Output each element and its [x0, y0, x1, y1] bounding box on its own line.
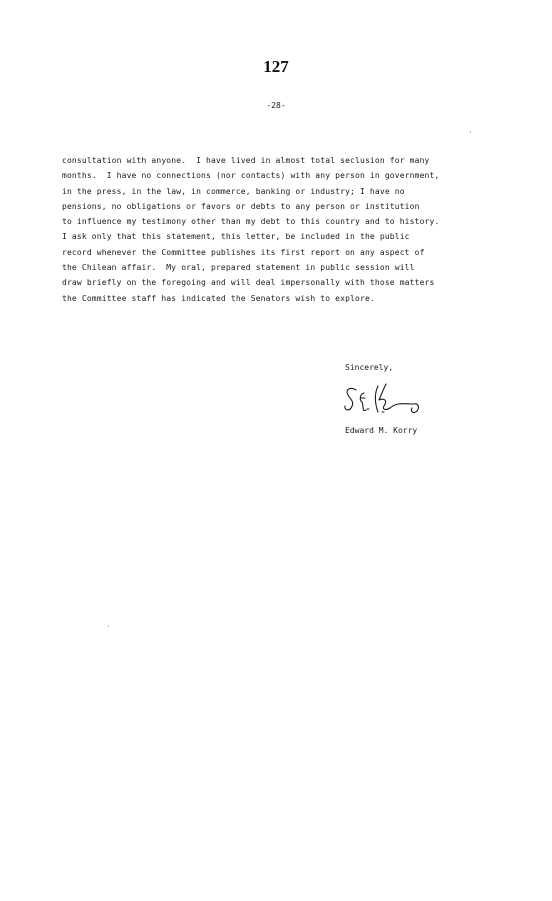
- closing-salutation: Sincerely,: [345, 363, 394, 372]
- sub-page-number: -28-: [266, 101, 286, 110]
- body-line: months. I have no connections (nor contacts) with any person in government,: [62, 171, 440, 181]
- body-line: consultation with anyone. I have lived in almost total seclusion for many: [62, 156, 430, 165]
- body-line: to influence my testimony other than my debt to this country and to history.: [62, 217, 440, 227]
- page-number: 127: [263, 57, 289, 76]
- signer-name: Edward M. Korry: [345, 426, 418, 435]
- body-line: record whenever the Committee publishes its first report on any aspect of: [62, 247, 425, 257]
- body-line: the Committee staff has indicated the Senators wish to explore.: [62, 293, 375, 303]
- signature-icon: [342, 378, 422, 426]
- scan-speck: [470, 131, 471, 133]
- body-line: I ask only that this statement, this letter, be included in the public: [62, 232, 410, 242]
- body-line: in the press, in the law, in commerce, banking or industry; I have no: [62, 186, 405, 196]
- letter-body: [62, 153, 502, 306]
- body-line: pensions, no obligations or favors or debts to any person or institution: [62, 201, 420, 211]
- body-line: draw briefly on the foregoing and will deal impersonally with those matters: [62, 278, 435, 288]
- body-line: the Chilean affair. My oral, prepared statement in public session will: [62, 263, 415, 273]
- scan-speck: [108, 625, 109, 627]
